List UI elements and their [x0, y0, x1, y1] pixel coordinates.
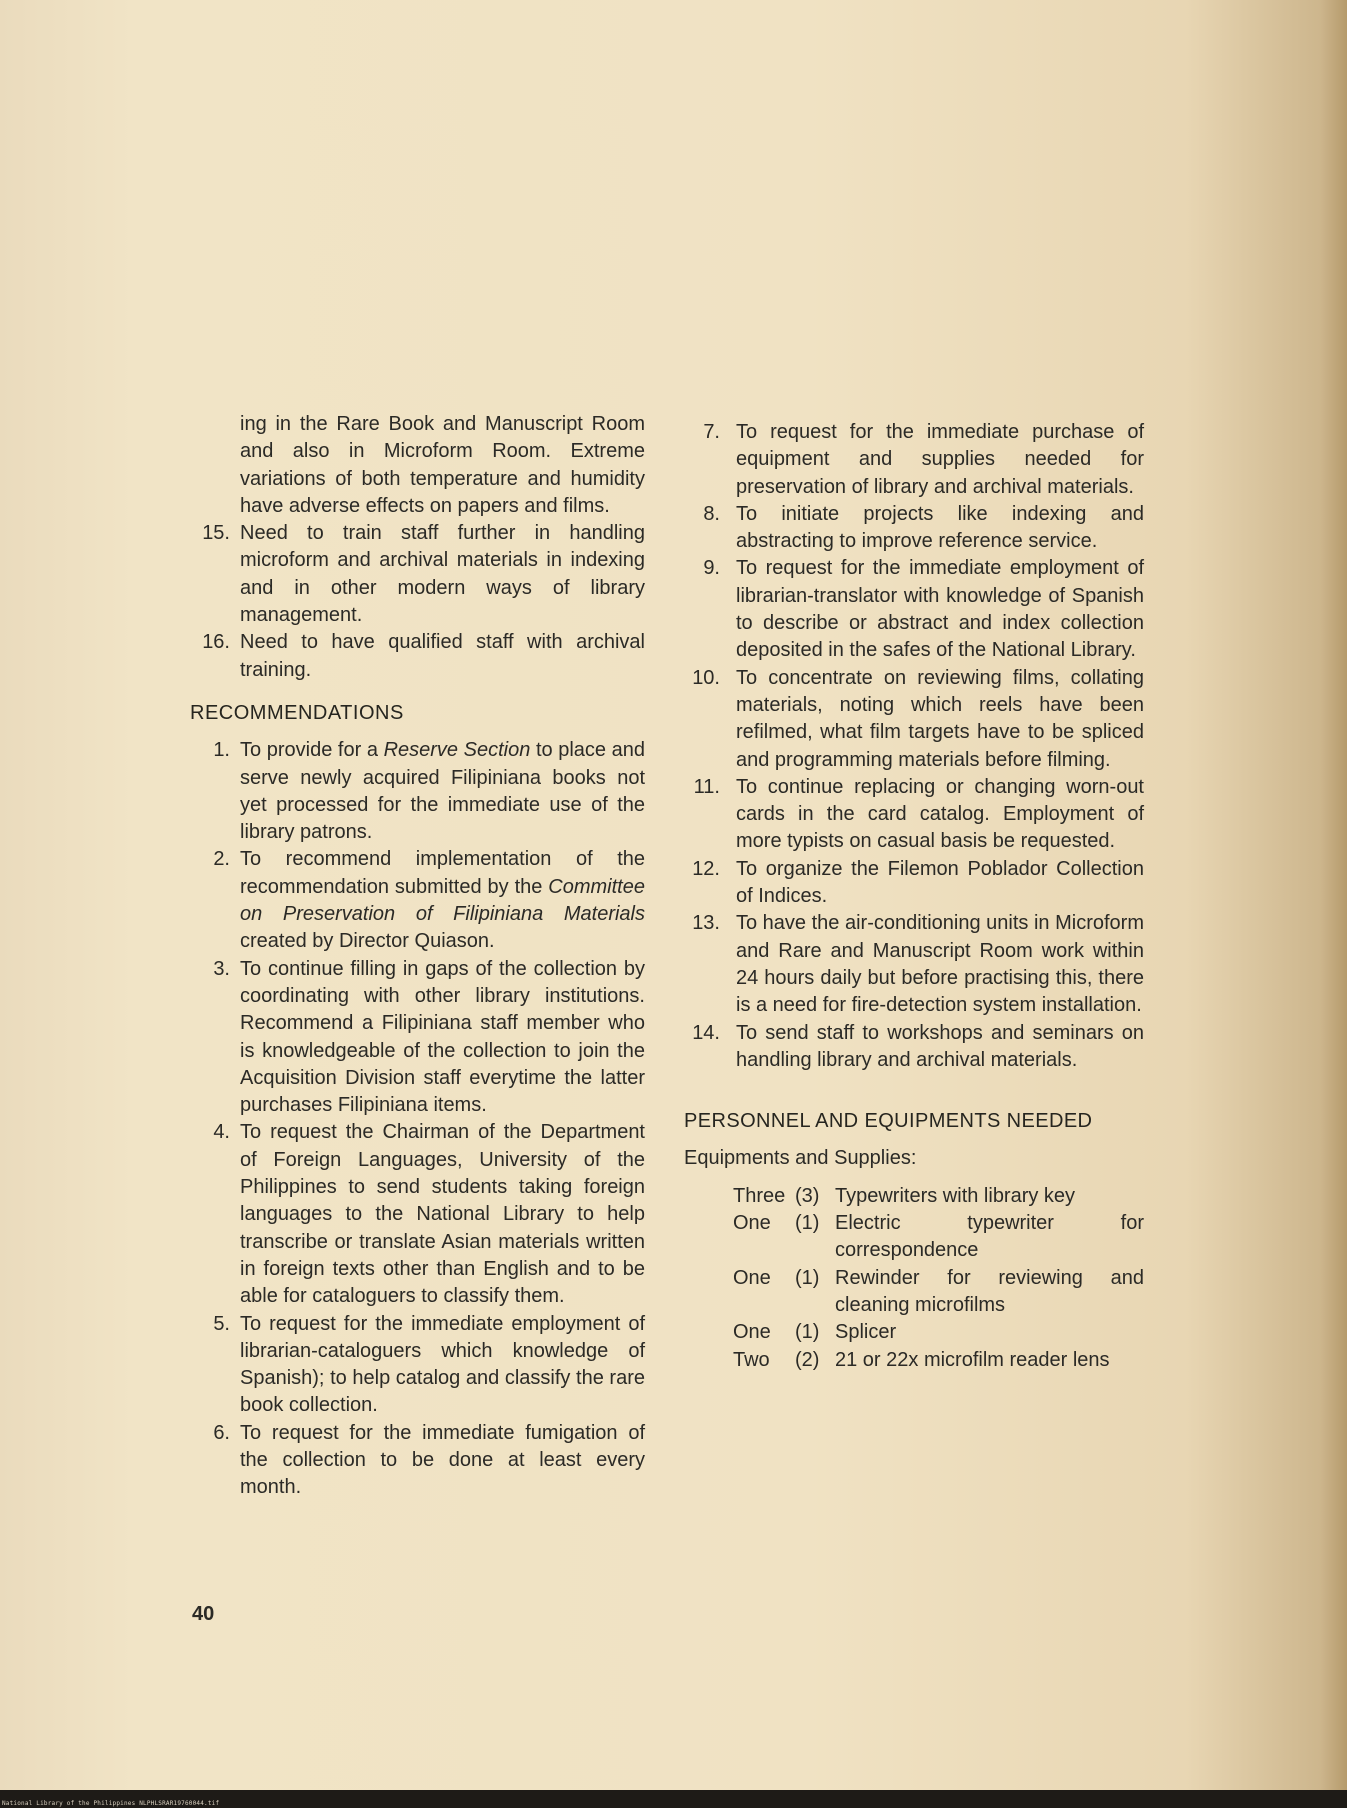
- item-number: 2.: [213, 848, 230, 871]
- item-number: 5.: [213, 1312, 230, 1335]
- item-text: Need to train staff further in handling microform and archival materials in indexing and in other modern ways of library management.: [240, 522, 645, 627]
- right-column: [684, 419, 1144, 1374]
- item-number: 16.: [202, 631, 230, 654]
- recommendation-item-1: [190, 737, 645, 846]
- equipment-desc: Splicer: [835, 1321, 897, 1344]
- equipment-desc: Rewinder for reviewing and cleaning microfilms: [835, 1266, 1144, 1316]
- recommendation-item-3: [190, 956, 645, 1120]
- item-number: 7.: [703, 421, 720, 443]
- equipment-count-word: Three: [733, 1184, 786, 1207]
- recommendation-item-2: [190, 846, 645, 955]
- recommendation-item-6: [190, 1420, 645, 1502]
- item-text: To provide for a Reserve Section to place and serve newly acquired Filipiniana books not yet processed for the immediate use of the library patrons.: [240, 739, 645, 844]
- item-number: 1.: [213, 739, 230, 762]
- item-text: To concentrate on reviewing films, collating materials, noting which reels have been refilmed, what film targets have to be spliced and programming materials before filming.: [736, 666, 1144, 771]
- item-number: 3.: [213, 957, 230, 980]
- equipment-qty: (1): [795, 1266, 820, 1289]
- recommendation-item-11: [684, 774, 1144, 856]
- equipment-count-word: One: [733, 1212, 771, 1235]
- equipment-desc: Electric typewriter for correspondence: [835, 1212, 1144, 1262]
- problem-item-15: [190, 520, 645, 629]
- recommendation-item-8: [684, 501, 1144, 556]
- item-text: To request for the immediate employment of librarian-cataloguers which knowledge of Spanish); to help catalog and classify the rare book collection.: [240, 1312, 645, 1417]
- problem-item-16: [190, 629, 645, 684]
- item-number: 12.: [692, 857, 720, 880]
- recommendation-item-12: [684, 856, 1144, 911]
- item-number: 14.: [692, 1021, 720, 1044]
- equipment-qty: (3): [795, 1184, 820, 1207]
- item-number: 15.: [202, 522, 230, 545]
- item-text: To organize the Filemon Poblador Collection of Indices.: [736, 857, 1144, 908]
- equipment-subheading: Equipments and Supplies:: [684, 1147, 917, 1170]
- item-number: 10.: [692, 666, 720, 689]
- item-text: To have the air-conditioning units in Microform and Rare and Manuscript Room work within 24 hours daily but before practising this, there is a need for fire-detection system installation.: [736, 912, 1144, 1017]
- item-text: To initiate projects like indexing and abstracting to improve reference service.: [736, 502, 1144, 553]
- item-number: 9.: [703, 557, 720, 580]
- equipment-count-word: Two: [733, 1348, 770, 1371]
- recommendations-heading: RECOMMENDATIONS: [190, 701, 404, 724]
- scan-caption: National Library of the Philippines NLPHLSRAR19760044.tif: [2, 1800, 220, 1807]
- equipment-list: [733, 1183, 1144, 1374]
- recommendation-item-14: [684, 1020, 1144, 1075]
- item-number: 11.: [693, 775, 720, 798]
- item-number: 6.: [213, 1421, 230, 1444]
- item-text: To request for the immediate employment of librarian-translator with knowledge of Spanish to describe or abstract and index collection deposited in the safes of the National Library.: [736, 557, 1144, 662]
- equipment-qty: (2): [795, 1348, 820, 1371]
- item-number: 4.: [213, 1121, 230, 1144]
- item-text: To continue filling in gaps of the collection by coordinating with other library institutions. Recommend a Filipiniana staff member who is knowledgeable of the collection to join the Acquisition Division staff everytime the latter purchases Filipiniana items.: [240, 957, 645, 1117]
- italic-term: Reserve Section: [383, 739, 531, 762]
- recommendation-item-9: [684, 555, 1144, 664]
- equipment-count-word: One: [733, 1321, 771, 1344]
- carryover-paragraph: ing in the Rare Book and Manuscript Room and also in Microform Room. Extreme variations of both temperature and humidity have adverse effects on papers and films.: [240, 413, 645, 517]
- item-text: To continue replacing or changing worn-out cards in the card catalog. Employment of more typists on casual basis be requested.: [736, 775, 1144, 853]
- equipment-count-word: One: [733, 1266, 771, 1289]
- item-text: Need to have qualified staff with archival training.: [240, 631, 645, 681]
- recommendation-item-4: [190, 1119, 645, 1310]
- item-number: 13.: [692, 912, 720, 935]
- item-text: To request for the immediate fumigation of the collection to be done at least every month.: [240, 1421, 645, 1499]
- item-text: To recommend implementation of the recommendation submitted by the Committee on Preservation of Filipiniana Materials created by Director Quiason.: [240, 848, 645, 953]
- item-number: 8.: [703, 502, 720, 525]
- recommendation-item-7: [684, 419, 1144, 501]
- italic-term: Committee on Preservation of Filipiniana Materials: [240, 875, 645, 926]
- personnel-heading: PERSONNEL AND EQUIPMENTS NEEDED: [684, 1110, 1093, 1133]
- equipment-qty: (1): [795, 1321, 820, 1344]
- item-text: To request the Chairman of the Department of Foreign Languages, University of the Philippines to send students taking foreign languages to the National Library to help transcribe or translate Asian materials written in foreign texts other than English and to be able for cataloguers to classify them.: [240, 1121, 645, 1308]
- equipment-desc: 21 or 22x microfilm reader lens: [835, 1348, 1110, 1371]
- equipment-qty: (1): [795, 1212, 820, 1235]
- recommendation-item-5: [190, 1311, 645, 1420]
- equipment-desc: Typewriters with library key: [835, 1184, 1076, 1207]
- recommendation-item-13: [684, 910, 1144, 1019]
- page-number: 40: [192, 1603, 215, 1625]
- item-text: To send staff to workshops and seminars on handling library and archival materials.: [736, 1021, 1144, 1071]
- left-column: [190, 411, 645, 1502]
- recommendation-item-10: [684, 665, 1144, 774]
- item-text: To request for the immediate purchase of equipment and supplies needed for preservation of library and archival materials.: [736, 421, 1144, 498]
